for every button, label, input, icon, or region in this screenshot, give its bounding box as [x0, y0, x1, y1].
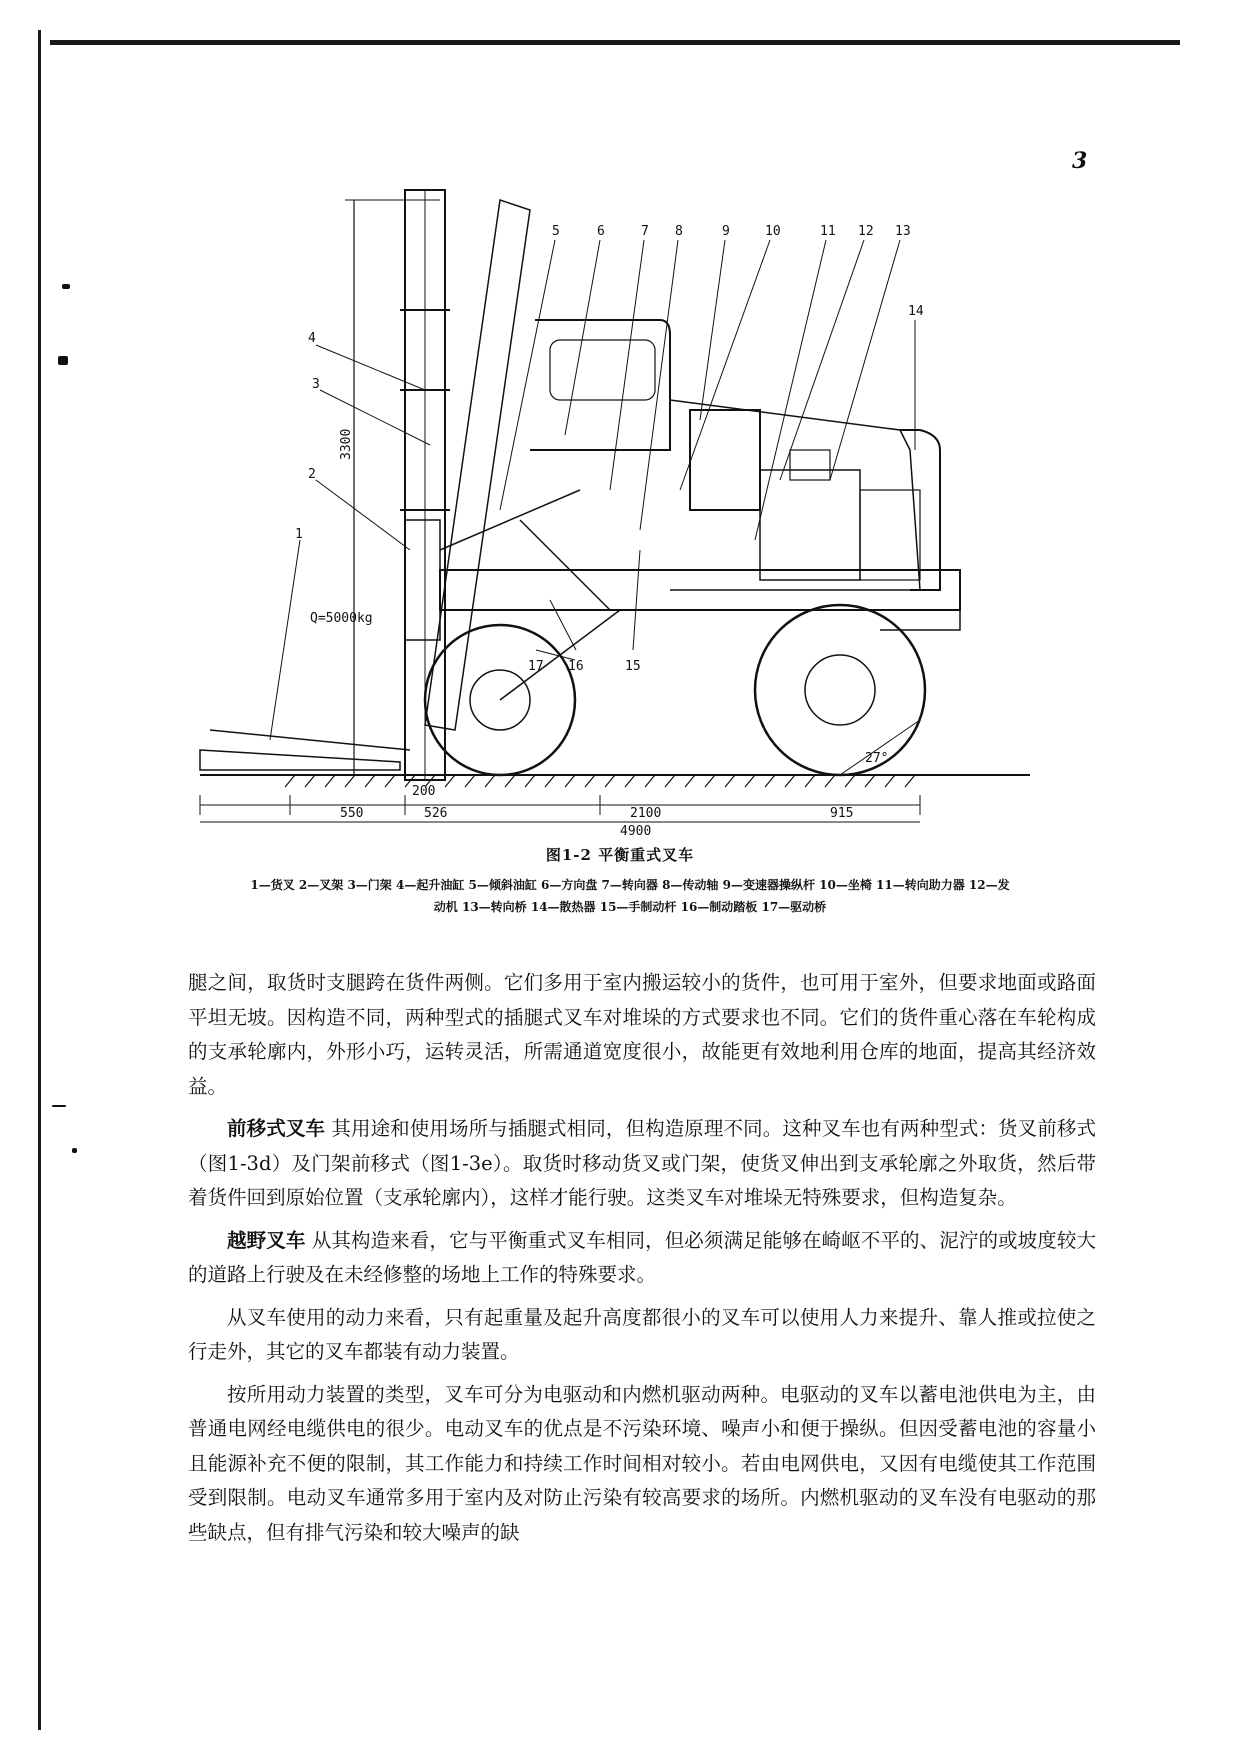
paragraph-3 — [188, 1224, 1096, 1293]
label-14: 14 — [908, 304, 924, 319]
label-4: 4 — [308, 331, 316, 346]
dim-550: 550 — [340, 806, 364, 821]
top-header-rule — [50, 40, 1180, 45]
paragraph-text: 从其构造来看，它与平衡重式叉车相同，但必须满足能够在崎岖不平的、泥泞的或坡度较大的道路上行驶及在未经修整的场地上工作的特殊要求。 — [188, 1228, 1096, 1286]
scan-speck — [58, 356, 68, 365]
label-17: 17 — [528, 659, 544, 674]
paragraph-2 — [188, 1112, 1096, 1216]
forklift-drawing — [200, 190, 1050, 839]
run-in-head: 前移式叉车 — [227, 1117, 326, 1140]
dim-915: 915 — [830, 806, 854, 821]
paragraph-text: 其用途和使用场所与插腿式相同，但构造原理不同。这种叉车也有两种型式：货叉前移式（图1-3d）及门架前移式（图1-3e）。取货时移动货叉或门架，使货叉伸出到支承轮廓之外取货，然后带着货件回到原始位置（支承轮廓内），这样才能行驶。这类叉车对堆垛无特殊要求，但构造复杂。 — [188, 1117, 1096, 1209]
dim-load: Q=5000kg — [310, 611, 373, 626]
figure-caption-legend: 1—货叉 2—叉架 3—门架 4—起升油缸 5—倾斜油缸 6—方向盘 7—转向器 8—传动轴 9—变速器操纵杆 10—坐椅 11—转向助力器 12—发动机 13—转向桥 14—散热器 15—手制动杆 16—制动踏板 17—驱动桥 — [250, 878, 1010, 914]
label-9: 9 — [722, 224, 730, 239]
dim-height: 3300 — [339, 428, 354, 460]
dim-200: 200 — [412, 784, 436, 799]
figure-caption-title: 图1-2 平衡重式叉车 — [545, 846, 695, 864]
dim-2100: 2100 — [630, 806, 662, 821]
label-1: 1 — [295, 527, 303, 542]
scan-speck — [52, 1105, 66, 1107]
paragraph-1: 腿之间，取货时支腿跨在货件两侧。它们多用于室内搬运较小的货件，也可用于室外，但要求地面或路面平坦无坡。因构造不同，两种型式的插腿式叉车对堆垛的方式要求也不同。它们的货件重心落在车轮构成的支承轮廓内，外形小巧，运转灵活，所需通道宽度很小，故能更有效地利用仓库的地面，提高其经济效益。 — [188, 971, 1096, 1098]
left-margin-rule — [38, 30, 41, 1730]
run-in-head: 越野叉车 — [227, 1228, 306, 1252]
label-5: 5 — [552, 224, 560, 239]
label-13: 13 — [895, 224, 911, 239]
label-15: 15 — [625, 659, 641, 674]
scan-speck — [72, 1148, 77, 1153]
ground-hatch — [285, 775, 915, 787]
label-16: 16 — [568, 659, 584, 674]
dim-angle: 27° — [865, 751, 889, 766]
label-8: 8 — [675, 224, 683, 239]
forklift-diagram — [200, 190, 1050, 839]
label-3: 3 — [312, 377, 320, 392]
scan-speck — [62, 284, 70, 289]
label-10: 10 — [765, 224, 781, 239]
dim-526: 526 — [424, 806, 448, 821]
label-7: 7 — [641, 224, 649, 239]
label-6: 6 — [597, 224, 605, 239]
label-12: 12 — [858, 224, 874, 239]
page-number: 3 — [1072, 148, 1088, 174]
label-2: 2 — [308, 467, 316, 482]
dim-4900: 4900 — [620, 824, 652, 839]
body-text — [188, 966, 1096, 1558]
paragraph-5: 按所用动力装置的类型，叉车可分为电驱动和内燃机驱动两种。电驱动的叉车以蓄电池供电为主，由普通电网经电缆供电的很少。电动叉车的优点是不污染环境、噪声小和便于操纵。但因受蓄电池的容量小且能源补充不便的限制，其工作能力和持续工作时间相对较小。若由电网供电，又因有电缆使其工作范围受到限制。电动叉车通常多用于室内及对防止污染有较高要求的场所。内燃机驱动的叉车没有电驱动的那些缺点，但有排气污染和较大噪声的缺 — [188, 1382, 1096, 1544]
label-11: 11 — [820, 224, 836, 239]
paragraph-4: 从叉车使用的动力来看，只有起重量及起升高度都很小的叉车可以使用人力来提升、靠人推或拉使之行走外，其它的叉车都装有动力装置。 — [188, 1305, 1096, 1363]
